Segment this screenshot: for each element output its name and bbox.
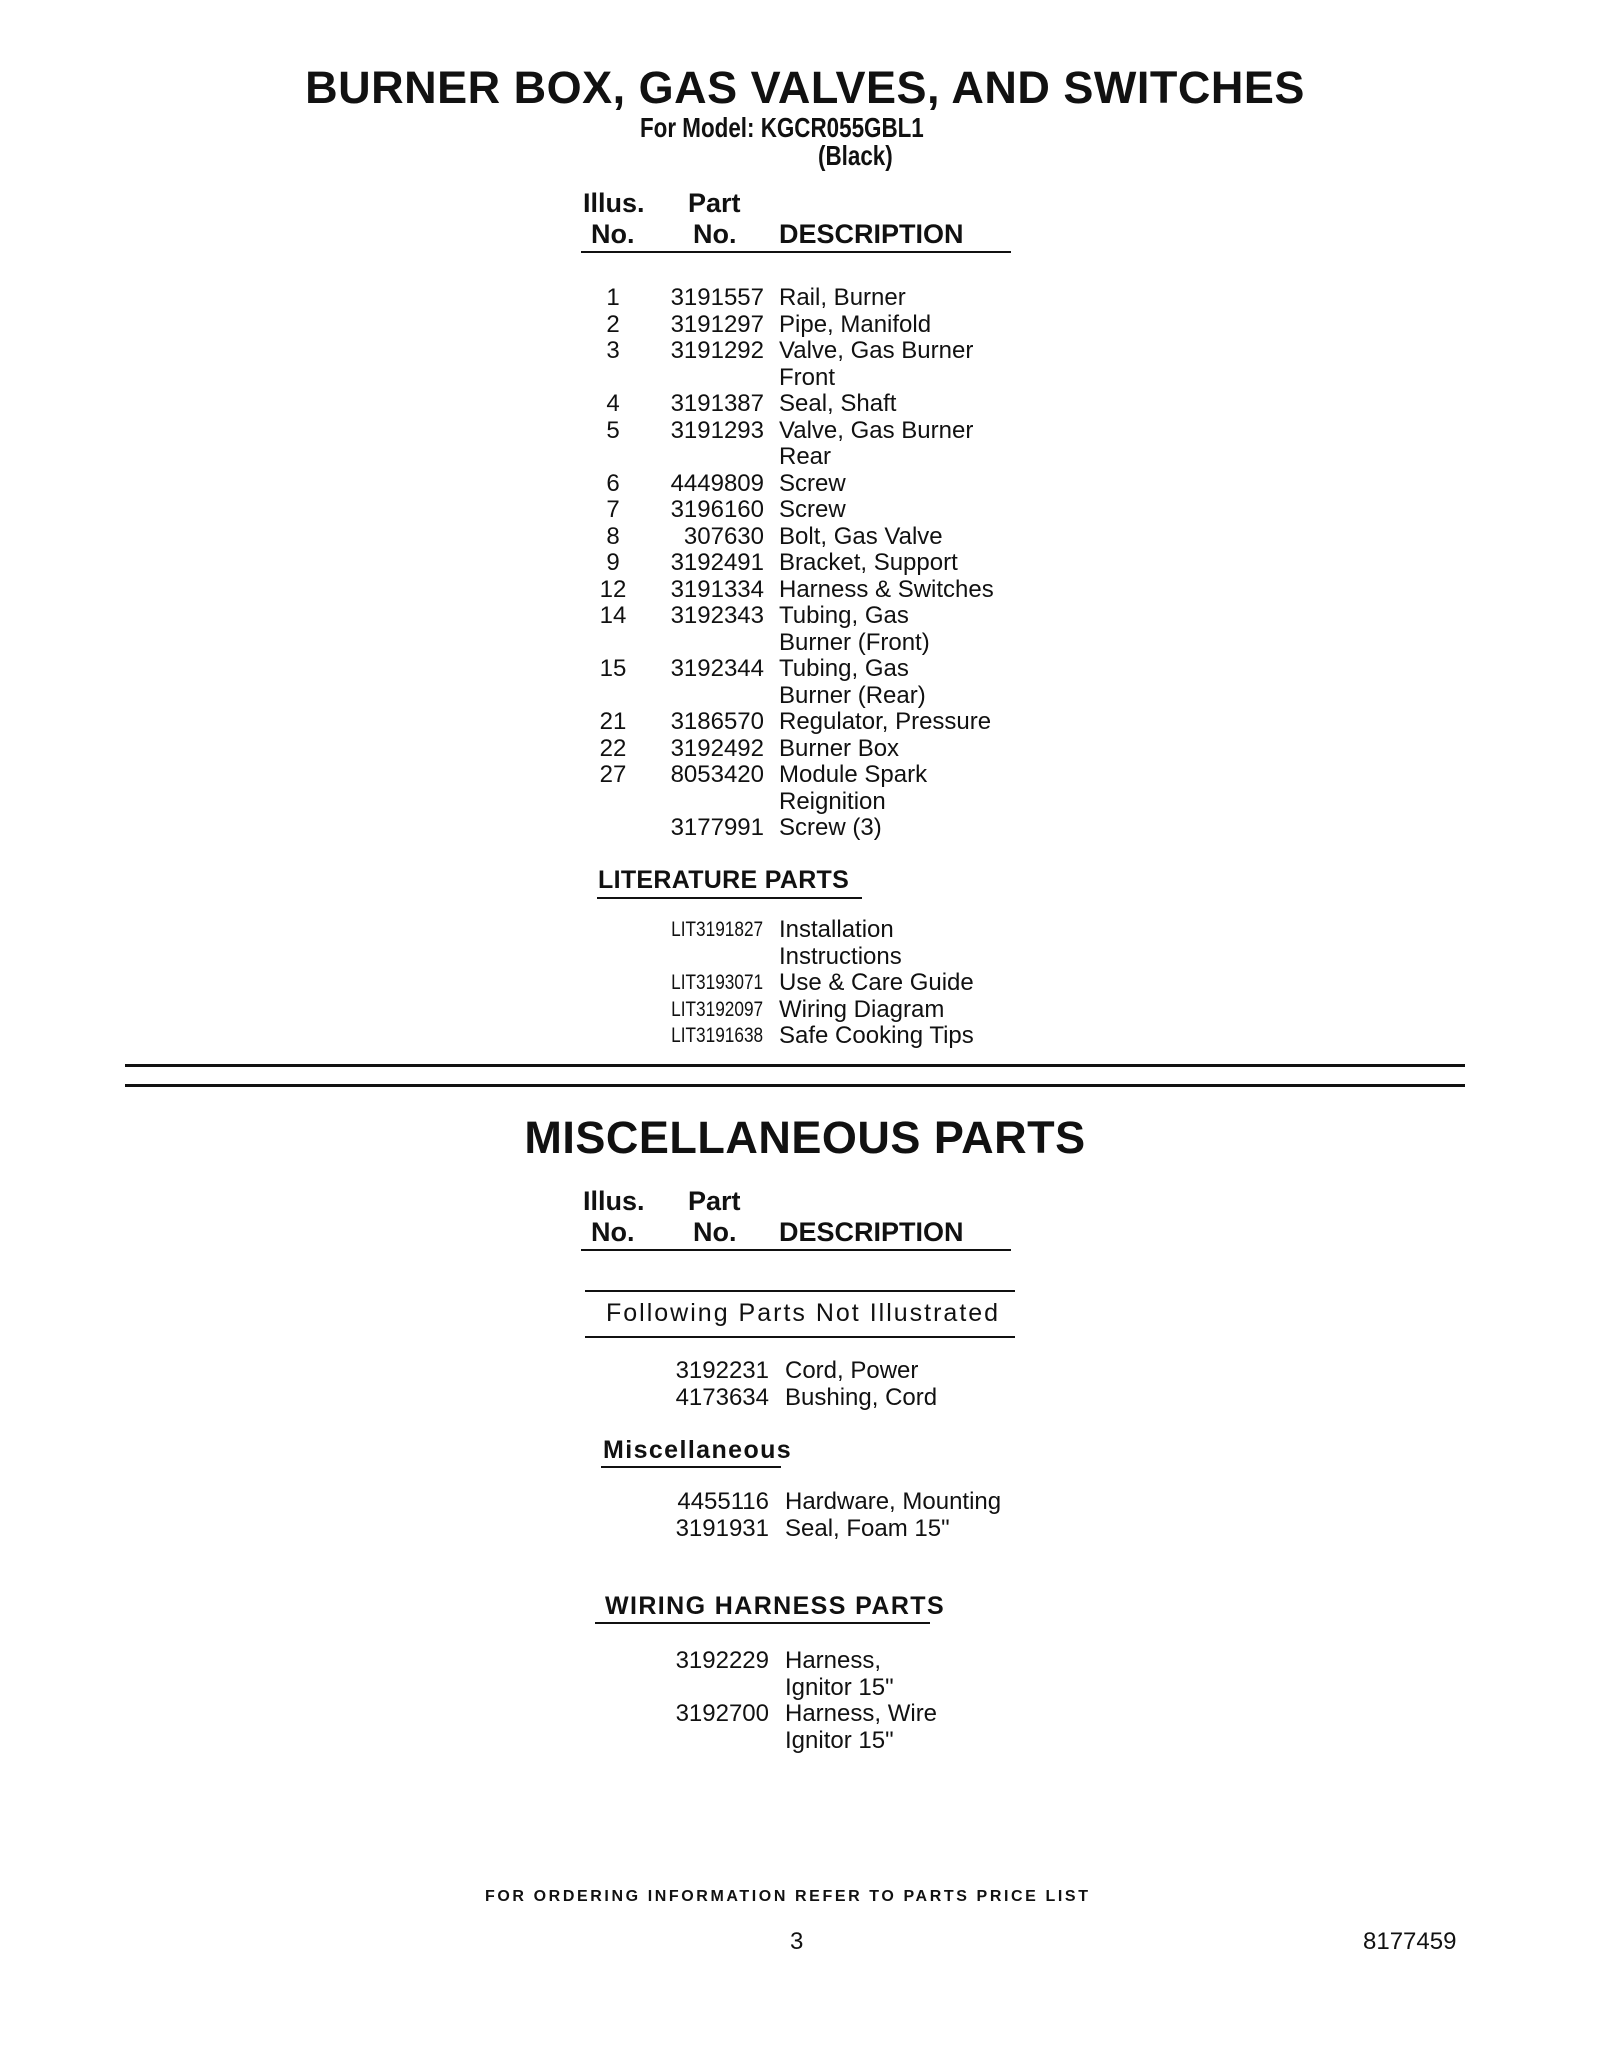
part-description: Pipe, Manifold xyxy=(779,310,932,338)
part-description-continued: Burner (Rear) xyxy=(779,681,926,709)
literature-heading-rule xyxy=(597,897,862,899)
parts-row xyxy=(0,576,1600,603)
part-description-continued: Instructions xyxy=(779,942,902,970)
page-number: 3 xyxy=(790,1928,804,1955)
misc-row xyxy=(0,1515,1600,1542)
illus-number: 27 xyxy=(599,761,627,788)
section-divider-bottom xyxy=(125,1084,1465,1087)
illus-number: 9 xyxy=(606,549,620,576)
doc-number: 8177459 xyxy=(1363,1928,1457,1955)
part-description: Valve, Gas Burner xyxy=(779,337,974,364)
part-description-continued: Ignitor 15" xyxy=(785,1673,894,1701)
literature-row xyxy=(0,916,1600,969)
part-description: Module Spark xyxy=(779,761,928,788)
misc-row xyxy=(0,1357,1600,1384)
part-description: Wiring Diagram xyxy=(779,995,945,1023)
part-description: Use & Care Guide xyxy=(779,969,974,996)
part-description: Cord, Power xyxy=(785,1357,919,1384)
parts-row xyxy=(0,761,1600,814)
part-number: 3192229 xyxy=(675,1647,769,1674)
part-number: 3192344 xyxy=(670,655,764,682)
part-description: Screw (3) xyxy=(779,814,882,841)
part-number: 3191297 xyxy=(670,310,764,338)
part-description-continued: Ignitor 15" xyxy=(785,1726,894,1754)
illus-number: 6 xyxy=(606,469,620,497)
part-number: 3177991 xyxy=(670,814,764,841)
illus-number: 14 xyxy=(599,602,627,629)
misc-col-desc-label: DESCRIPTION xyxy=(779,1217,964,1247)
illus-number: 3 xyxy=(606,337,620,364)
part-number: 3192492 xyxy=(670,734,764,762)
part-number: 3186570 xyxy=(670,708,764,735)
wiring-heading: WIRING HARNESS PARTS xyxy=(605,1592,946,1620)
model-line: For Model: KGCR055GBL1 xyxy=(640,112,924,143)
part-description: Screw xyxy=(779,496,846,523)
part-description: Seal, Foam 15" xyxy=(785,1514,950,1542)
part-description: Screw xyxy=(779,469,846,497)
not-illustrated-rule-top xyxy=(585,1290,1015,1292)
parts-row xyxy=(0,549,1600,576)
part-number: 3191293 xyxy=(670,416,764,444)
part-description: Seal, Shaft xyxy=(779,390,897,417)
part-number: 4173634 xyxy=(675,1383,769,1411)
part-description: Regulator, Pressure xyxy=(779,708,992,735)
part-number: 3192343 xyxy=(670,602,764,629)
parts-row xyxy=(0,311,1600,338)
literature-row xyxy=(0,1022,1600,1049)
illus-number: 21 xyxy=(599,708,627,735)
part-description: Hardware, Mounting xyxy=(785,1488,1002,1515)
part-description: Tubing, Gas xyxy=(779,655,909,682)
part-number: 4455116 xyxy=(677,1488,769,1515)
illus-number: 15 xyxy=(599,655,627,682)
part-description-continued: Reignition xyxy=(779,787,886,815)
misc-col-illus-label-2: No. xyxy=(591,1217,635,1247)
header-rule xyxy=(581,251,1011,253)
part-number: 3191387 xyxy=(670,390,764,417)
part-number: 307630 xyxy=(683,522,764,550)
part-number: LIT3191827 xyxy=(671,918,763,941)
part-number: 3192700 xyxy=(675,1700,769,1727)
literature-row xyxy=(0,969,1600,996)
part-number: 3192231 xyxy=(675,1357,769,1384)
wiring-row xyxy=(0,1647,1600,1700)
part-description: Bolt, Gas Valve xyxy=(779,522,943,550)
part-description: Harness, xyxy=(785,1647,882,1674)
misc-col-illus-label-1: Illus. xyxy=(583,1186,645,1216)
parts-row xyxy=(0,602,1600,655)
parts-row xyxy=(0,470,1600,497)
col-part-label-2: No. xyxy=(693,219,737,249)
miscellaneous-heading-rule xyxy=(601,1466,781,1468)
misc-col-part-label-2: No. xyxy=(693,1217,737,1247)
part-number: 3196160 xyxy=(670,496,764,523)
illus-number: 5 xyxy=(606,416,620,444)
part-description: Harness & Switches xyxy=(779,575,994,603)
parts-row xyxy=(0,523,1600,550)
parts-row xyxy=(0,390,1600,417)
col-illus-label-1: Illus. xyxy=(583,188,645,218)
wiring-heading-rule xyxy=(595,1622,930,1624)
misc-row xyxy=(0,1384,1600,1411)
not-illustrated-heading: Following Parts Not Illustrated xyxy=(606,1299,1001,1327)
not-illustrated-rule-bottom xyxy=(585,1336,1015,1338)
part-number: 3192491 xyxy=(670,549,764,576)
parts-row xyxy=(0,417,1600,470)
part-description: Harness, Wire xyxy=(785,1700,938,1727)
col-part-label-1: Part xyxy=(688,188,741,218)
part-number: LIT3193071 xyxy=(671,971,763,994)
parts-row xyxy=(0,708,1600,735)
misc-col-part-label-1: Part xyxy=(688,1186,741,1216)
miscellaneous-heading: Miscellaneous xyxy=(603,1436,793,1464)
color-line: (Black) xyxy=(818,140,893,171)
part-description: Installation xyxy=(779,916,894,943)
col-desc-label: DESCRIPTION xyxy=(779,219,964,249)
part-number: LIT3191638 xyxy=(671,1024,763,1047)
part-description: Rail, Burner xyxy=(779,284,906,311)
part-description: Tubing, Gas xyxy=(779,602,909,629)
illus-number: 12 xyxy=(599,575,627,603)
part-description-continued: Rear xyxy=(779,443,832,470)
illus-number: 7 xyxy=(606,496,620,523)
part-description-continued: Front xyxy=(779,363,836,391)
part-number: LIT3192097 xyxy=(671,997,763,1021)
section-title-misc: MISCELLANEOUS PARTS xyxy=(524,1112,1086,1163)
illus-number: 22 xyxy=(599,734,627,762)
parts-row xyxy=(0,284,1600,311)
illus-number: 4 xyxy=(606,390,620,417)
part-description-continued: Burner (Front) xyxy=(779,628,930,656)
parts-row xyxy=(0,337,1600,390)
part-description: Bushing, Cord xyxy=(785,1383,938,1411)
parts-row xyxy=(0,735,1600,762)
part-number: 3191931 xyxy=(675,1514,769,1542)
part-description: Safe Cooking Tips xyxy=(779,1022,974,1049)
illus-number: 1 xyxy=(606,284,620,311)
part-description: Valve, Gas Burner xyxy=(779,416,974,444)
part-number: 3191557 xyxy=(670,284,764,311)
part-number: 3191292 xyxy=(670,337,764,364)
part-number: 4449809 xyxy=(670,469,764,497)
misc-row xyxy=(0,1488,1600,1515)
parts-row xyxy=(0,655,1600,708)
illus-number: 8 xyxy=(606,522,620,550)
part-number: 3191334 xyxy=(670,575,764,603)
wiring-row xyxy=(0,1700,1600,1753)
parts-row xyxy=(0,496,1600,523)
literature-heading: LITERATURE PARTS xyxy=(598,866,850,894)
part-description: Bracket, Support xyxy=(779,549,958,576)
section-divider-top xyxy=(125,1064,1465,1067)
part-number: 8053420 xyxy=(670,761,764,788)
parts-row xyxy=(0,814,1600,841)
literature-row xyxy=(0,996,1600,1023)
misc-header-rule xyxy=(581,1249,1011,1251)
ordering-note: FOR ORDERING INFORMATION REFER TO PARTS PRICE LIST xyxy=(485,1888,1091,1905)
illus-number: 2 xyxy=(606,310,620,338)
col-illus-label-2: No. xyxy=(591,219,635,249)
section-title-burner: BURNER BOX, GAS VALVES, AND SWITCHES xyxy=(305,62,1305,113)
part-description: Burner Box xyxy=(779,734,900,762)
